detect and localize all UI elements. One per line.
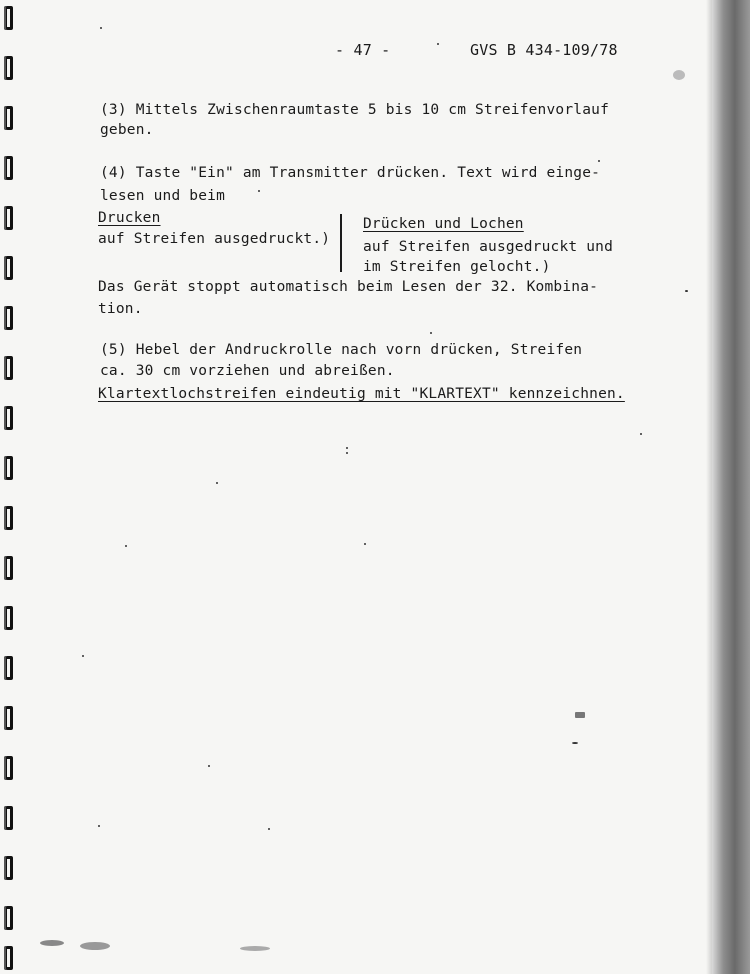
step4-right-line1: auf Streifen ausgedruckt und — [363, 239, 614, 255]
punch-hole — [4, 906, 13, 930]
punch-hole — [4, 356, 13, 380]
step4-after-line1: Das Gerät stoppt automatisch beim Lesen der 32. Kombina- — [98, 279, 599, 295]
punch-hole — [4, 406, 13, 430]
scan-speck — [80, 942, 110, 950]
step4-after-line2: tion. — [98, 301, 143, 317]
step4-line2: lesen und beim — [100, 188, 226, 204]
scan-speck — [572, 742, 578, 744]
scan-speck — [673, 70, 685, 80]
scan-speck — [258, 190, 260, 192]
step3-line1: (3) Mittels Zwischenraumtaste 5 bis 10 cm Streifenvorlauf — [100, 102, 609, 118]
punch-hole — [4, 606, 13, 630]
punch-hole — [4, 206, 13, 230]
punch-hole — [4, 756, 13, 780]
scan-speck — [346, 447, 348, 449]
scan-speck — [100, 27, 102, 29]
punch-hole — [4, 556, 13, 580]
scan-speck — [268, 828, 270, 830]
punch-hole — [4, 456, 13, 480]
scan-speck — [346, 452, 348, 454]
punch-hole — [4, 946, 13, 970]
step5-line2: ca. 30 cm vorziehen und abreißen. — [100, 363, 395, 379]
page-number: - 47 - — [335, 41, 391, 59]
step4-left-text: auf Streifen ausgedruckt.) — [98, 231, 331, 247]
scan-speck — [598, 160, 600, 162]
scan-speck — [364, 543, 366, 545]
step4-right-heading: Drücken und Lochen — [363, 216, 524, 232]
step4-right-line2: im Streifen gelocht.) — [363, 259, 551, 275]
column-divider — [340, 214, 342, 272]
scan-speck — [575, 712, 585, 718]
document-reference: GVS B 434-109/78 — [470, 41, 618, 59]
scan-speck — [640, 433, 642, 435]
punch-hole — [4, 806, 13, 830]
scan-speck — [216, 482, 218, 484]
scan-speck — [685, 290, 688, 292]
scan-speck — [40, 940, 64, 946]
punch-hole — [4, 856, 13, 880]
punch-hole — [4, 306, 13, 330]
scan-speck — [208, 765, 210, 767]
step4-left-heading: Drucken — [98, 210, 161, 226]
punch-hole — [4, 656, 13, 680]
punch-hole — [4, 506, 13, 530]
punch-hole — [4, 706, 13, 730]
punch-hole — [4, 6, 13, 30]
step5-line3: Klartextlochstreifen eindeutig mit "KLARTEXT" kennzeichnen. — [98, 386, 625, 402]
scan-speck — [430, 332, 432, 334]
punch-hole — [4, 56, 13, 80]
punch-hole — [4, 156, 13, 180]
scan-speck — [437, 43, 439, 45]
scan-speck — [125, 545, 127, 547]
binding-edge — [712, 0, 750, 974]
step3-line2: geben. — [100, 122, 154, 138]
scan-speck — [240, 946, 270, 951]
punch-hole — [4, 106, 13, 130]
scan-speck — [98, 825, 100, 827]
punch-hole — [4, 256, 13, 280]
step5-line1: (5) Hebel der Andruckrolle nach vorn drücken, Streifen — [100, 342, 583, 358]
scan-speck — [82, 655, 84, 657]
step4-line1: (4) Taste "Ein" am Transmitter drücken. Text wird einge- — [100, 165, 601, 181]
